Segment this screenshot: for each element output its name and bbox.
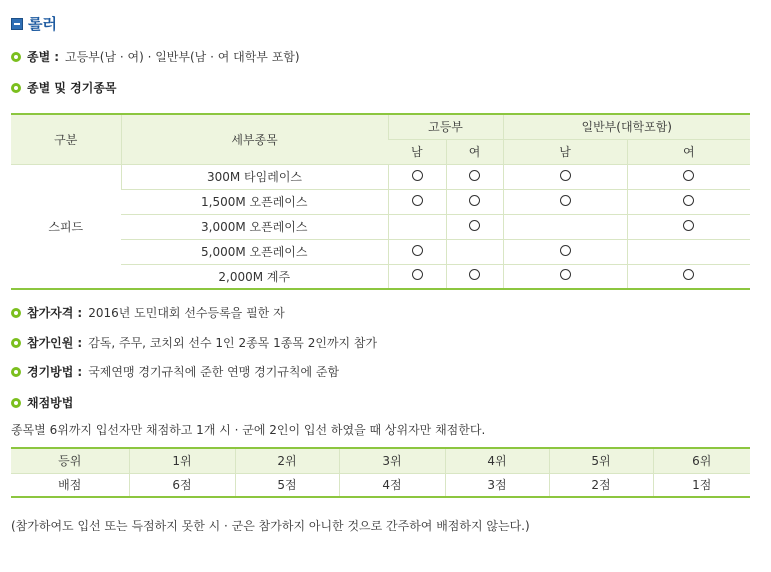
circle-mark-icon	[469, 269, 480, 280]
rank-cell: 5위	[549, 448, 653, 473]
circle-mark-icon	[560, 245, 571, 256]
label-colon: :	[77, 364, 83, 379]
label-colon: :	[54, 49, 59, 64]
header-category: 구분	[11, 114, 121, 164]
bullet-icon	[11, 308, 21, 318]
mark-cell	[503, 189, 627, 214]
events-heading: 종별 및 경기종목	[27, 81, 117, 95]
footnote: (참가하여도 입선 또는 득점하지 못한 시 · 군은 참가하지 아니한 것으로 간주하여 배점하지 않는다.)	[11, 519, 530, 533]
bullet-icon	[11, 367, 21, 377]
section-title	[11, 13, 57, 34]
circle-mark-icon	[560, 269, 571, 280]
minus-square-icon	[11, 18, 23, 30]
bullet-icon	[11, 338, 21, 348]
table-row	[11, 264, 750, 289]
eligibility-row	[11, 304, 285, 321]
score-cell: 1점	[653, 473, 750, 497]
bullet-icon	[11, 52, 21, 62]
mark-cell	[388, 189, 446, 214]
score-cell: 5점	[235, 473, 339, 497]
section-title-text: 롤러	[28, 15, 57, 33]
mark-cell	[446, 239, 503, 264]
circle-mark-icon	[469, 195, 480, 206]
rank-cell: 6위	[653, 448, 750, 473]
table-row	[11, 239, 750, 264]
score-cell: 2점	[549, 473, 653, 497]
event-name: 2,000M 계주	[121, 264, 388, 289]
mark-cell	[446, 214, 503, 239]
circle-mark-icon	[412, 170, 423, 181]
mark-cell	[388, 214, 446, 239]
circle-mark-icon	[469, 170, 480, 181]
scoring-heading: 채점방법	[27, 396, 74, 410]
eligibility-label: 참가자격	[27, 306, 74, 320]
circle-mark-icon	[412, 195, 423, 206]
mark-cell	[627, 214, 750, 239]
bullet-icon	[11, 83, 21, 93]
circle-mark-icon	[469, 220, 480, 231]
circle-mark-icon	[683, 195, 694, 206]
mark-cell	[446, 164, 503, 189]
circle-mark-icon	[683, 170, 694, 181]
mark-cell	[627, 239, 750, 264]
mark-cell	[503, 239, 627, 264]
rank-cell: 2위	[235, 448, 339, 473]
eligibility-value: 2016년 도민대회 선수등록을 필한 자	[88, 306, 285, 320]
event-name: 1,500M 오픈레이스	[121, 189, 388, 214]
table-row	[11, 214, 750, 239]
mark-cell	[627, 189, 750, 214]
header-high-male: 남	[388, 139, 446, 164]
bullet-icon	[11, 398, 21, 408]
events-header-row	[11, 114, 750, 139]
events-heading-row	[11, 79, 117, 96]
score-cell: 6점	[129, 473, 235, 497]
label-colon: :	[77, 335, 83, 350]
circle-mark-icon	[683, 269, 694, 280]
participants-label: 참가인원	[27, 336, 74, 350]
header-general-male: 남	[503, 139, 627, 164]
mark-cell	[446, 264, 503, 289]
mark-cell	[388, 264, 446, 289]
participants-value: 감독, 주무, 코치외 선수 1인 2종목 1종목 2인까지 참가	[88, 336, 378, 350]
circle-mark-icon	[412, 245, 423, 256]
rank-cell: 4위	[445, 448, 549, 473]
method-row	[11, 363, 339, 380]
circle-mark-icon	[560, 170, 571, 181]
participants-row	[11, 334, 377, 351]
table-row	[11, 189, 750, 214]
events-table	[11, 113, 750, 290]
score-label: 배점	[11, 473, 129, 497]
header-event: 세부종목	[121, 114, 388, 164]
rank-cell: 1위	[129, 448, 235, 473]
mark-cell	[503, 164, 627, 189]
label-colon: :	[77, 305, 83, 320]
mark-cell	[503, 264, 627, 289]
classification-label: 종별	[27, 50, 51, 64]
event-name: 5,000M 오픈레이스	[121, 239, 388, 264]
method-value: 국제연맹 경기규칙에 준한 연맹 경기규칙에 준함	[88, 365, 340, 379]
rank-cell: 3위	[339, 448, 445, 473]
header-general-female: 여	[627, 139, 750, 164]
mark-cell	[627, 164, 750, 189]
classification-value: 고등부(남 · 여) · 일반부(남 · 여 대학부 포함)	[65, 50, 300, 64]
mark-cell	[388, 239, 446, 264]
rank-row	[11, 448, 750, 473]
score-cell: 3점	[445, 473, 549, 497]
event-name: 3,000M 오픈레이스	[121, 214, 388, 239]
table-row	[11, 164, 750, 189]
category-cell: 스피드	[11, 164, 121, 289]
mark-cell	[627, 264, 750, 289]
header-general: 일반부(대학포함)	[503, 114, 750, 139]
circle-mark-icon	[683, 220, 694, 231]
mark-cell	[446, 189, 503, 214]
scoring-heading-row	[11, 394, 73, 411]
header-high-school: 고등부	[388, 114, 503, 139]
score-cell: 4점	[339, 473, 445, 497]
rank-label: 등위	[11, 448, 129, 473]
method-label: 경기방법	[27, 365, 74, 379]
mark-cell	[503, 214, 627, 239]
scoring-table	[11, 447, 750, 498]
circle-mark-icon	[412, 269, 423, 280]
mark-cell	[388, 164, 446, 189]
circle-mark-icon	[560, 195, 571, 206]
event-name: 300M 타임레이스	[121, 164, 388, 189]
header-high-female: 여	[446, 139, 503, 164]
score-row	[11, 473, 750, 497]
scoring-description: 종목별 6위까지 입선자만 채점하고 1개 시 · 군에 2인이 입선 하였을 때 상위자만 채점한다.	[11, 423, 486, 437]
classification-row	[11, 48, 300, 65]
